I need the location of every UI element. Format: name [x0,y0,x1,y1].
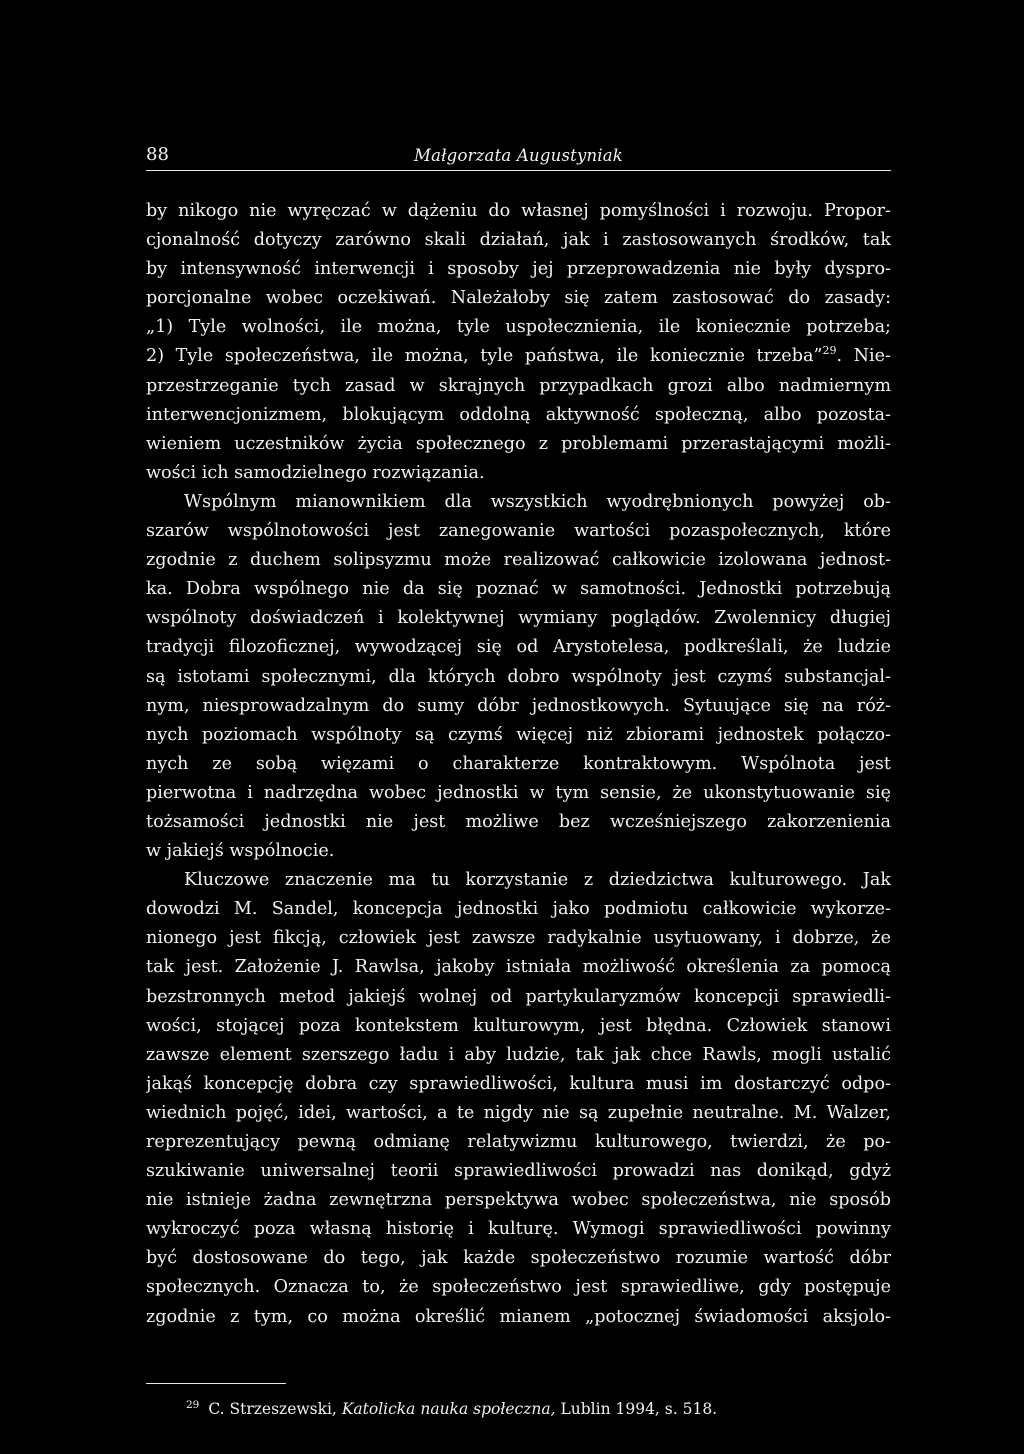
text-line: dowodzi M. Sandel, koncepcja jednostki jako podmiotu całkowicie wykorze- [146,899,891,920]
footnote-publication: Lublin 1994, s. 518. [560,1400,718,1418]
footnote [186,1398,717,1420]
text-line: wspólnoty doświadczeń i kolektywnej wymiany poglądów. Zwolennicy długiej [146,608,891,629]
text-line: wykroczyć poza własną historię i kulturę. Wymogi sprawiedliwości powinny [146,1219,891,1240]
text-line: zgodnie z tym, co można określić mianem „potocznej świadomości aksjolo- [146,1306,891,1327]
text-line: by intensywność interwencji i sposoby jej przeprowadzenia nie były dyspro- [146,259,891,280]
text-line: zgodnie z duchem solipsyzmu może realizować całkowicie izolowana jednost- [146,550,891,571]
text-line: porcjonalne wobec oczekiwań. Należałoby się zatem zastosować do zasady: [146,288,891,309]
footnote-title: Katolicka nauka społeczna, [341,1400,556,1418]
text-line: wieniem uczestników życia społecznego z problemami przerastającymi możli- [146,433,891,454]
text-line: reprezentujący pewną odmianę relatywizmu kulturowego, twierdzi, że po- [146,1132,891,1152]
text-line: Wspólnym mianownikiem dla wszystkich wyodrębnionych powyżej ob- [184,491,891,512]
text-line: przestrzeganie tych zasad w skrajnych przypadkach grozi albo nadmiernym [146,375,891,396]
running-head: Małgorzata Augustyniak [414,146,623,165]
text-line: interwencjonizmem, blokującym oddolną aktywność społeczną, albo pozosta- [146,404,891,425]
text-line: zawsze element szerszego ładu i aby ludzie, tak jak chce Rawls, mogli ustalić [146,1044,891,1065]
text-line-with-note [146,342,891,371]
page-header [146,144,891,171]
text-line: nych ze sobą więzami o charakterze kontraktowym. Wspólnota jest [146,753,891,774]
text-line: cjonalność dotyczy zarówno skali działań, jak i zastosowanych środków, tak [146,230,891,251]
text-line: Kluczowe znaczenie ma tu korzystanie z dziedzictwa kulturowego. Jak [184,870,891,891]
text-line: wiednich pojęć, idei, wartości, a te nigdy nie są zupełnie neutralne. M. Walzer, [146,1102,891,1123]
text-line: wości, stojącej poza kontekstem kulturowym, jest błędna. Człowiek stanowi [146,1015,891,1036]
text-line: społecznych. Oznacza to, że społeczeństwo jest sprawiedliwe, gdy postępuje [146,1277,891,1298]
text-line: szarów wspólnotowości jest zanegowanie wartości pozaspołecznych, które [146,521,891,542]
text-line: jakąś koncepcję dobra czy sprawiedliwości, kultura musi im dostarczyć odpo- [146,1073,891,1094]
text-line: nych poziomach wspólnoty są czymś więcej niż zbiorami jednostek połączo- [146,724,891,745]
text-line-tail: . Nie- [836,346,891,367]
text-line: by nikogo nie wyręczać w dążeniu do własnej pomyślności i rozwoju. Propor- [146,201,891,221]
text-line: tradycji filozoficznej, wywodzącej się od Arystotelesa, podkreślali, że ludzie [146,637,891,658]
text-line: wości ich samodzielnego rozwiązania. [146,462,485,483]
text-line: w jakiejś wspólnocie. [146,841,335,862]
text-line: ka. Dobra wspólnego nie da się poznać w samotności. Jednostki potrzebują [146,579,891,600]
footnote-mark: 29 [186,1399,200,1411]
text-line-main: 2) Tyle społeczeństwa, ile można, tyle państwa, ile koniecznie trzeba” [146,346,823,367]
text-line: tożsamości jednostki nie jest możliwe bez wcześniejszego zakorzenienia [146,811,891,832]
page-number: 88 [146,144,169,165]
body-text [146,197,891,1332]
text-line: nionego jest fikcją, człowiek jest zawsze radykalnie usytuowany, i dobrze, że [146,928,891,949]
footnote-author: C. Strzeszewski, [208,1400,337,1418]
text-line: być dostosowane do tego, jak każde społeczeństwo rozumie wartość dóbr [146,1248,891,1269]
text-line: nym, niesprowadzalnym do sumy dóbr jednostkowych. Sytuujące się na róż- [146,695,891,716]
text-line: „1) Tyle wolności, ile można, tyle uspołecznienia, ile koniecznie potrzeba; [146,317,891,338]
text-line: szukiwanie uniwersalnej teorii sprawiedliwości prowadzi nas donikąd, gdyż [146,1161,891,1182]
footnote-reference: 29 [822,344,837,358]
text-line: nie istnieje żadna zewnętrzna perspektywa wobec społeczeństwa, nie sposób [146,1190,891,1211]
text-line: bezstronnych metod jakiejś wolnej od partykularyzmów koncepcji sprawiedli- [146,986,891,1007]
text-line: pierwotna i nadrzędna wobec jednostki w tym sensie, że ukonstytuowanie się [146,782,891,803]
text-line: tak jest. Założenie J. Rawlsa, jakoby istniała możliwość określenia za pomocą [146,957,891,978]
footnote-divider [146,1383,286,1384]
text-line: są istotami społecznymi, dla których dobro wspólnoty jest czymś substancjal- [146,666,891,687]
